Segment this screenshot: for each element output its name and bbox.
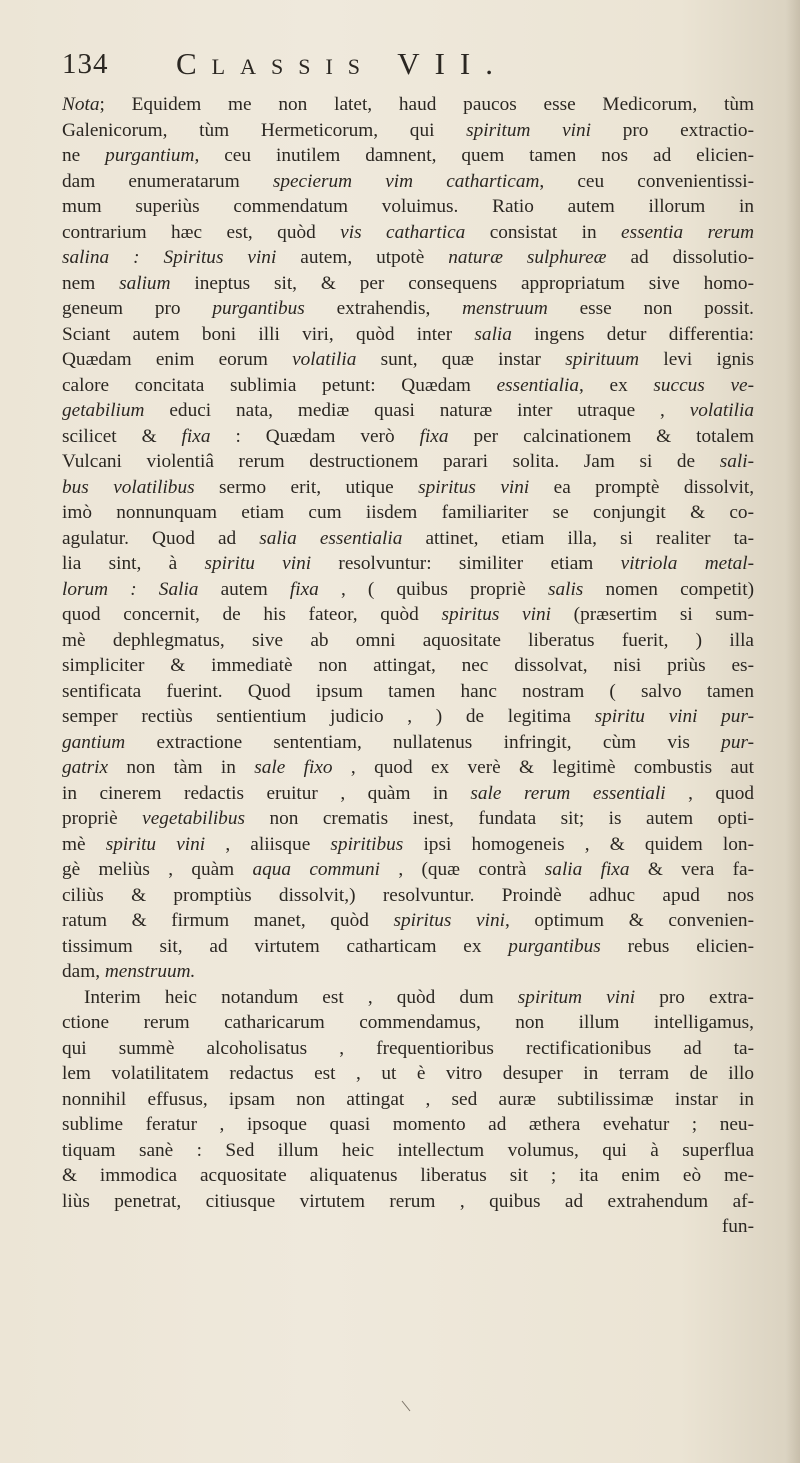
- italic-term: salium: [119, 272, 171, 294]
- text-line: [62, 577, 754, 603]
- text-run: , ceu convenientissi-: [539, 170, 754, 192]
- text-run: tissimum sit, ad virtutem catharticam ex: [62, 935, 509, 957]
- text-run: calore concitata sublimia petunt: Quædam: [62, 374, 497, 396]
- text-run: ad dissolutio-: [606, 247, 754, 268]
- text-line: [62, 1138, 754, 1164]
- text-run: sunt, quæ instar: [356, 349, 566, 370]
- italic-term: essentia rerum: [621, 221, 754, 243]
- text-run: educi nata, mediæ quasi naturæ inter utraque ,: [144, 400, 690, 421]
- text-line: [62, 857, 754, 883]
- text-run: sublime feratur , ipsoque quasi momento ad æthera evehatur ; neu-: [62, 1114, 754, 1135]
- text-run: dam,: [62, 961, 105, 982]
- text-line: [62, 628, 754, 654]
- text-run: in cinerem redactis eruitur , quàm in: [62, 782, 471, 804]
- text-line: [62, 475, 754, 501]
- text-run: agulatur. Quod ad: [62, 527, 260, 549]
- italic-term: vis cathartica: [340, 221, 466, 243]
- text-line: [62, 551, 754, 577]
- text-run: levi ignis: [639, 349, 754, 370]
- text-run: attinet, etiam illa, si realiter ta-: [402, 527, 754, 549]
- text-line: [62, 985, 754, 1011]
- text-run: non crematis inest, fundata sit; is autem opti-: [244, 808, 754, 829]
- text-line: [62, 194, 754, 220]
- text-run: lia sint, à: [62, 553, 205, 574]
- italic-term: sali-: [719, 451, 754, 472]
- text-run: , quod ex verè & legitimè combustis aut: [332, 757, 754, 778]
- page-edge-shadow: [786, 0, 800, 1463]
- italic-term: pur-: [721, 731, 754, 753]
- text-line: [62, 118, 754, 144]
- text-run: ea promptè dissolvit,: [529, 476, 754, 498]
- italic-term: essentialia: [496, 374, 580, 396]
- text-run: consistat in: [465, 221, 622, 243]
- text-run: Galenicorum, tùm Hermeticorum, qui: [62, 119, 467, 141]
- italic-term: salia fixa: [544, 859, 630, 880]
- italic-term: spiritus vini: [418, 476, 530, 498]
- text-run: ne: [62, 145, 106, 166]
- text-line: [62, 245, 754, 271]
- text-run: , quod: [665, 782, 754, 804]
- running-title: Classis VII.: [176, 46, 509, 81]
- body-text: [62, 92, 754, 1240]
- italic-term: succus ve-: [653, 374, 754, 396]
- text-line: [62, 832, 754, 858]
- italic-term: spiritus vini: [393, 910, 505, 931]
- text-run: contrarium hæc est, quòd: [62, 221, 341, 243]
- text-run: ineptus sit, & per consequens appropriatum sive homo-: [170, 272, 754, 294]
- text-run: ; Equidem me non latet, haud paucos esse Medicorum, tùm: [99, 94, 754, 115]
- italic-term: salia: [474, 323, 512, 345]
- text-line: [62, 322, 754, 348]
- italic-term: volatilia: [689, 400, 754, 421]
- italic-term: menstruum: [462, 298, 548, 319]
- text-line: [62, 908, 754, 934]
- text-run: fun-: [721, 1216, 754, 1237]
- text-run: liùs penetrat, citiusque virtutem rerum , quibus ad extrahendum af-: [62, 1190, 754, 1212]
- text-line: [62, 1087, 754, 1113]
- text-run: nonnihil effusus, ipsam non attingat , sed auræ subtilissimæ instar in: [62, 1088, 754, 1110]
- text-run: propriè: [62, 808, 143, 829]
- italic-term: specierum vim catharticam: [272, 170, 540, 192]
- italic-term: spiritus vini: [441, 604, 551, 625]
- text-line: [62, 296, 754, 322]
- text-line: [62, 271, 754, 297]
- text-run: ingens detur differentia:: [511, 323, 754, 345]
- text-line: [62, 1163, 754, 1189]
- text-run: resolvuntur: similiter etiam: [311, 553, 621, 574]
- text-run: Interim heic notandum est , quòd dum: [84, 986, 518, 1008]
- text-line: [62, 653, 754, 679]
- text-run: Vulcani violentiâ rerum destructionem parari solita. Jam si de: [62, 451, 720, 472]
- text-run: mum superiùs commendatum voluimus. Ratio autem illorum in: [62, 196, 754, 217]
- text-run: gè meliùs , quàm: [62, 859, 253, 880]
- text-line: [62, 781, 754, 807]
- page-header: [62, 46, 752, 90]
- text-run: autem, utpotè: [276, 247, 449, 268]
- italic-term: spiritum vini: [466, 119, 592, 141]
- text-run: pro extra-: [635, 986, 754, 1008]
- italic-term: sale rerum essentiali: [470, 782, 666, 804]
- text-line: [62, 1189, 754, 1215]
- text-run: imò nonnunquam etiam cum iisdem familiariter se conjungit & co-: [62, 502, 754, 523]
- italic-term: menstruum.: [104, 961, 196, 982]
- text-line: [62, 959, 754, 985]
- text-line: [62, 755, 754, 781]
- italic-term: spirituum: [565, 349, 640, 370]
- italic-term: naturæ sulphureæ: [448, 247, 607, 268]
- text-run: & immodica acquositate aliquatenus liberatus sit ; ita enim eò me-: [62, 1165, 754, 1186]
- text-line: [62, 373, 754, 399]
- text-line: [62, 220, 754, 246]
- text-line: [62, 143, 754, 169]
- text-run: mè: [62, 833, 106, 855]
- text-run: , ex: [579, 374, 654, 396]
- text-run: sentificata fuerint. Quod ipsum tamen hanc nostram ( salvo tamen: [62, 680, 754, 702]
- text-line: [62, 500, 754, 526]
- text-run: , ceu inutilem damnent, quem tamen nos ad elicien-: [194, 145, 754, 166]
- text-line: [62, 1036, 754, 1062]
- text-line: [62, 602, 754, 628]
- text-run: ctione rerum catharicarum commendamus, non illum intelligamus,: [62, 1012, 754, 1033]
- italic-term: spiritibus: [330, 833, 404, 855]
- italic-term: bus volatilibus: [62, 476, 195, 498]
- italic-term: aqua communi: [252, 859, 381, 880]
- text-run: esse non possit.: [547, 298, 754, 319]
- italic-term: spiritu vini pur-: [594, 706, 754, 727]
- text-run: extrahendis,: [304, 298, 463, 319]
- text-line: [62, 1214, 754, 1240]
- text-run: & vera fa-: [629, 859, 754, 880]
- text-run: , aliisque: [205, 833, 331, 855]
- text-run: Quædam enim eorum: [62, 349, 293, 370]
- text-line: [62, 347, 754, 373]
- text-run: semper rectiùs sentientium judicio , ) de legitima: [62, 706, 595, 727]
- italic-term: spiritum vini: [517, 986, 636, 1008]
- text-line: [62, 1112, 754, 1138]
- text-line: [62, 704, 754, 730]
- text-line: [62, 1061, 754, 1087]
- text-run: per calcinationem & totalem: [448, 425, 754, 447]
- italic-term: salia essentialia: [259, 527, 403, 549]
- text-line: [62, 424, 754, 450]
- italic-term: purgantibus: [508, 935, 601, 957]
- text-run: Sciant autem boni illi viri, quòd inter: [62, 323, 475, 345]
- italic-term: fixa: [289, 578, 319, 600]
- text-run: lem volatilitatem redactus est , ut è vitro desuper in terram de illo: [62, 1063, 754, 1084]
- text-run: simpliciter & immediatè non attingat, nec dissolvat, nisi priùs es-: [62, 655, 754, 676]
- page-number: 134: [62, 48, 109, 80]
- text-line: [62, 934, 754, 960]
- text-run: nem: [62, 272, 120, 294]
- text-run: nomen competit): [583, 578, 754, 600]
- text-run: geneum pro: [62, 298, 213, 319]
- text-run: , (quæ contrà: [380, 859, 545, 880]
- stray-ink-mark: [400, 1400, 412, 1412]
- text-run: pro extractio-: [591, 119, 754, 141]
- text-run: : Quædam verò: [210, 425, 420, 447]
- text-line: [62, 92, 754, 118]
- text-run: sermo erit, utique: [194, 476, 419, 498]
- text-line: [62, 169, 754, 195]
- text-run: dam enumeratarum: [62, 170, 273, 192]
- text-line: [62, 679, 754, 705]
- text-run: rebus elicien-: [600, 935, 754, 957]
- text-run: tiquam sanè : Sed illum heic intellectum volumus, qui à superflua: [62, 1139, 754, 1161]
- italic-term: vegetabilibus: [142, 808, 245, 829]
- italic-term: sale fixo: [254, 757, 333, 778]
- text-run: qui summè alcoholisatus , frequentioribus rectificationibus ad ta-: [62, 1037, 754, 1059]
- italic-term: gatrix: [62, 757, 109, 778]
- text-run: ratum & firmum manet, quòd: [62, 910, 394, 931]
- italic-term: getabilium: [62, 400, 145, 421]
- text-run: extractione sententiam, nullatenus infringit, cùm vis: [125, 731, 722, 753]
- italic-term: gantium: [62, 731, 126, 753]
- italic-term: volatilia: [292, 349, 357, 370]
- italic-term: spiritu vini: [105, 833, 206, 855]
- text-run: mè dephlegmatus, sive ab omni aquositate liberatus fuerit, ) illa: [62, 629, 754, 651]
- italic-term: Nota: [62, 94, 100, 115]
- text-line: [62, 806, 754, 832]
- text-line: [62, 526, 754, 552]
- text-run: (præsertim si sum-: [550, 604, 754, 625]
- italic-term: fixa: [181, 425, 211, 447]
- text-run: scilicet &: [62, 425, 182, 447]
- text-run: quod concernit, de his fateor, quòd: [62, 604, 442, 625]
- text-run: ciliùs & promptiùs dissolvit,) resolvuntur. Proindè adhuc apud nos: [62, 884, 754, 906]
- text-line: [62, 883, 754, 909]
- text-run: , ( quibus propriè: [318, 578, 548, 600]
- italic-term: vitriola metal-: [620, 553, 754, 574]
- italic-term: purgantium: [105, 145, 195, 166]
- text-run: , optimum & convenien-: [504, 910, 754, 931]
- text-line: [62, 449, 754, 475]
- text-line: [62, 398, 754, 424]
- text-line: [62, 730, 754, 756]
- italic-term: fixa: [419, 425, 449, 447]
- text-run: autem: [198, 578, 290, 600]
- italic-term: salina : Spiritus vini: [62, 247, 277, 268]
- italic-term: salis: [547, 578, 584, 600]
- italic-term: purgantibus: [212, 298, 305, 319]
- text-run: ipsi homogeneis , & quidem lon-: [403, 833, 754, 855]
- italic-term: lorum : Salia: [62, 578, 199, 600]
- italic-term: spiritu vini: [204, 553, 312, 574]
- text-line: [62, 1010, 754, 1036]
- text-run: non tàm in: [108, 757, 255, 778]
